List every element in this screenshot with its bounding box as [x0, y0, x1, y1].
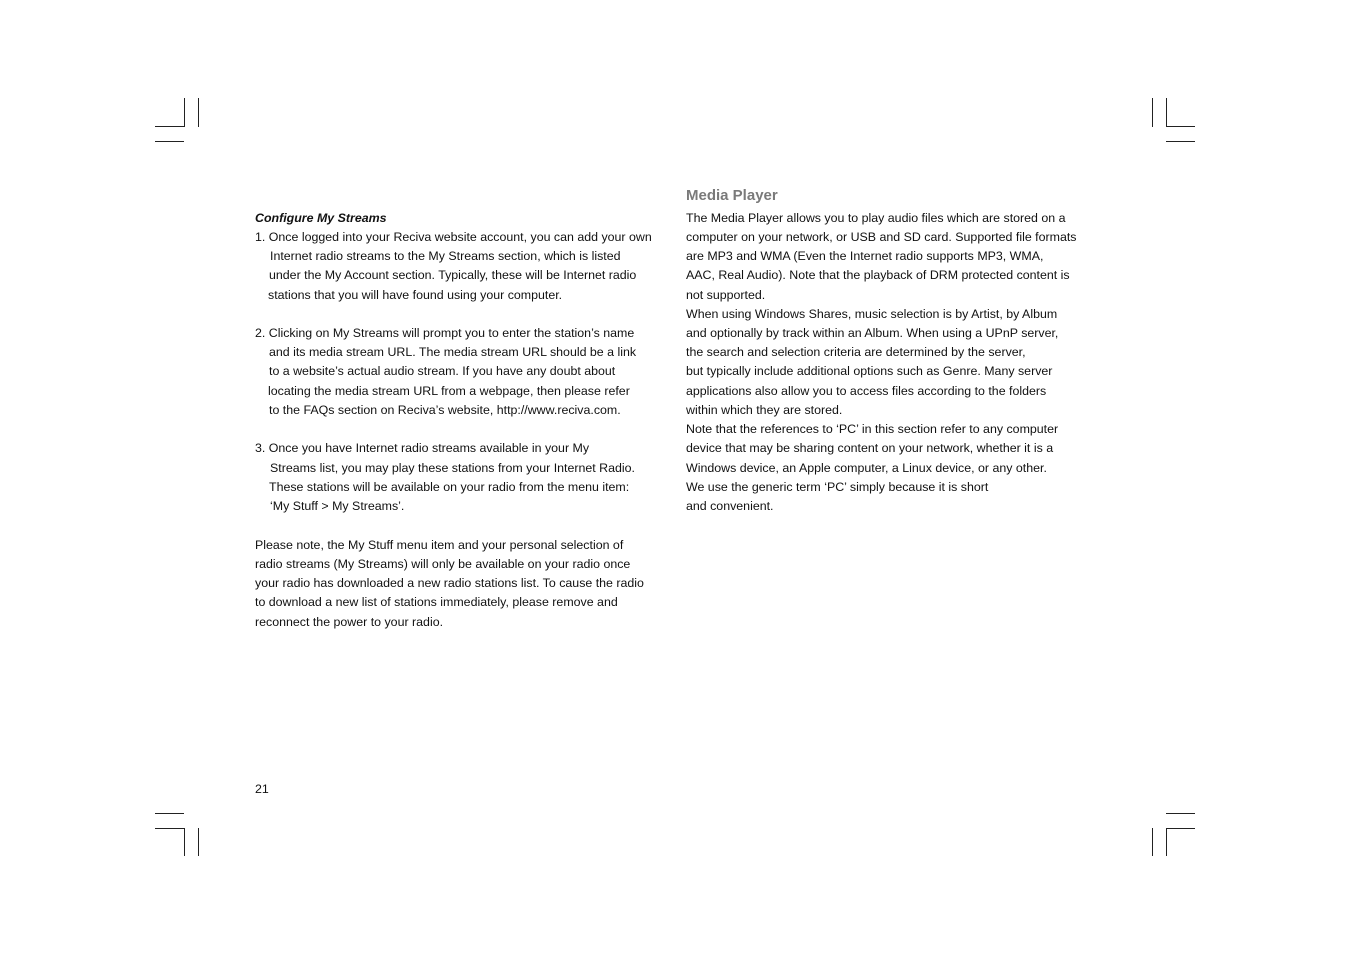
paragraph-line: 2. Clicking on My Streams will prompt you to enter the station’s name: [255, 326, 635, 340]
crop-mark: [184, 98, 185, 127]
paragraph-line: under the My Account section. Typically, these will be Internet radio: [269, 268, 637, 282]
page-number: 21: [255, 782, 269, 796]
crop-mark: [155, 813, 184, 814]
crop-mark: [1166, 141, 1195, 142]
paragraph-line: applications also allow you to access files according to the folders: [686, 384, 1047, 398]
paragraph-line: within which they are stored.: [686, 403, 843, 417]
crop-mark: [155, 126, 184, 127]
crop-mark: [184, 828, 185, 856]
crop-mark: [198, 828, 199, 856]
paragraph-line: Please note, the My Stuff menu item and your personal selection of: [255, 538, 624, 552]
paragraph-line: computer on your network, or USB and SD card. Supported file formats: [686, 230, 1077, 244]
section-heading-configure-my-streams: Configure My Streams: [255, 211, 387, 225]
paragraph-line: and convenient.: [686, 499, 774, 513]
paragraph-line: and optionally by track within an Album. When using a UPnP server,: [686, 326, 1059, 340]
paragraph-line: Internet radio streams to the My Streams section, which is listed: [270, 249, 621, 263]
crop-mark: [1166, 126, 1195, 127]
paragraph-line: not supported.: [686, 288, 766, 302]
paragraph-line: Streams list, you may play these stations from your Internet Radio.: [270, 461, 635, 475]
paragraph-line: ‘My Stuff > My Streams’.: [270, 499, 405, 513]
paragraph-line: device that may be sharing content on your network, whether it is a: [686, 441, 1054, 455]
paragraph-line: stations that you will have found using your computer.: [268, 288, 563, 302]
crop-mark: [1166, 828, 1195, 829]
paragraph-line: your radio has downloaded a new radio stations list. To cause the radio: [255, 576, 644, 590]
paragraph-line: to a website’s actual audio stream. If you have any doubt about: [269, 364, 616, 378]
paragraph-line: the search and selection criteria are determined by the server,: [686, 345, 1026, 359]
paragraph-line: 3. Once you have Internet radio streams available in your My: [255, 441, 590, 455]
section-title-media-player: Media Player: [686, 187, 778, 204]
paragraph-line: We use the generic term ‘PC’ simply because it is short: [686, 480, 989, 494]
crop-mark: [1152, 828, 1153, 856]
paragraph-line: reconnect the power to your radio.: [255, 615, 444, 629]
crop-mark: [155, 141, 184, 142]
paragraph-line: radio streams (My Streams) will only be available on your radio once: [255, 557, 631, 571]
paragraph-line: Note that the references to ‘PC’ in this section refer to any computer: [686, 422, 1059, 436]
paragraph-line: but typically include additional options such as Genre. Many server: [686, 364, 1053, 378]
crop-mark: [198, 98, 199, 127]
crop-mark: [1152, 98, 1153, 127]
paragraph-line: locating the media stream URL from a webpage, then please refer: [268, 384, 630, 398]
crop-mark: [1166, 828, 1167, 856]
crop-mark: [1166, 813, 1195, 814]
paragraph-line: Windows device, an Apple computer, a Linux device, or any other.: [686, 461, 1047, 475]
paragraph-line: to the FAQs section on Reciva’s website, http://www.reciva.com.: [269, 403, 621, 417]
paragraph-line: When using Windows Shares, music selection is by Artist, by Album: [686, 307, 1058, 321]
paragraph-line: The Media Player allows you to play audio files which are stored on a: [686, 211, 1066, 225]
paragraph-line: and its media stream URL. The media stream URL should be a link: [269, 345, 637, 359]
crop-mark: [155, 828, 184, 829]
paragraph-line: These stations will be available on your radio from the menu item:: [269, 480, 630, 494]
paragraph-line: AAC, Real Audio). Note that the playback of DRM protected content is: [686, 268, 1070, 282]
crop-mark: [1166, 98, 1167, 127]
paragraph-line: 1. Once logged into your Reciva website account, you can add your own: [255, 230, 652, 244]
paragraph-line: are MP3 and WMA (Even the Internet radio supports MP3, WMA,: [686, 249, 1044, 263]
paragraph-line: to download a new list of stations immediately, please remove and: [255, 595, 618, 609]
